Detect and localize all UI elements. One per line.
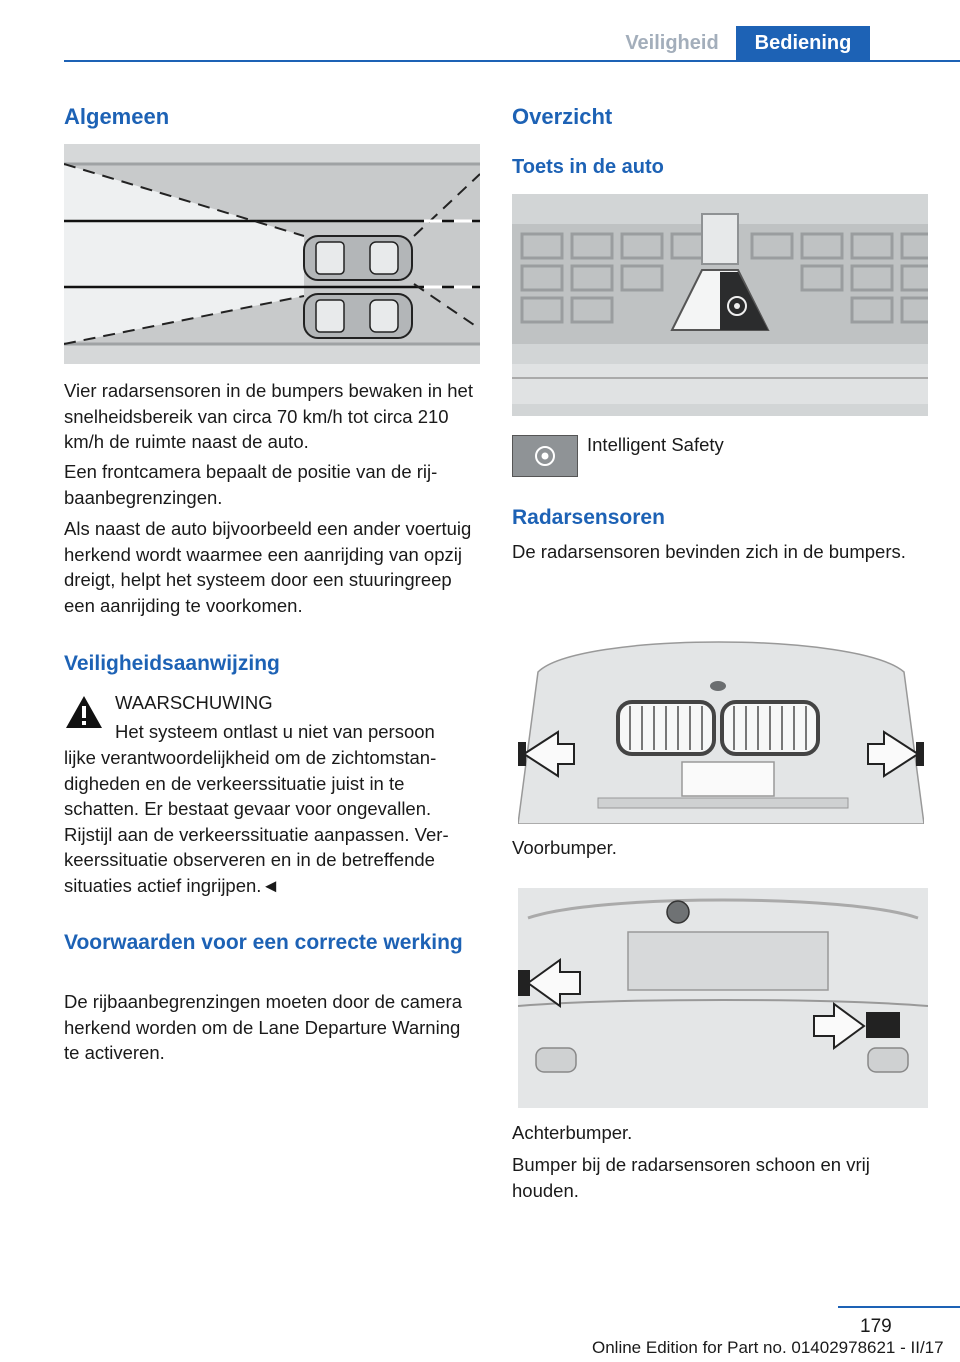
footer-rule <box>838 1306 960 1308</box>
paragraph-conditions: De rijbaanbegrenzingen moeten door de camera herkend worden om de Lane Departure Warning te activeren. <box>64 991 463 1063</box>
warning-text: lijke verantwoordelijkheid om de zichtomstandigheden en de verkeerssituatie juist in te schatten. Er bestaat gevaar voor ongevallen. Rijstijl aan de verkeerssituatie aanpassen. Verkeerssituatie observeren en in de betreffende situaties actief ingrijpen.◄ <box>64 747 449 896</box>
paragraph-keep-clean: Bumper bij de radarsensoren schoon en vrij houden. <box>512 1154 870 1201</box>
paragraph-intro: Vier radarsensoren in de bumpers bewaken in het snelheidsbereik van circa 70 km/h tot circa 210 km/h de ruimte naast de auto. <box>64 380 473 452</box>
grille-button-photo <box>512 194 928 416</box>
lane-diagram <box>64 144 480 364</box>
rear-bumper-photo <box>518 888 928 1108</box>
header-tab-bediening[interactable]: Bediening <box>736 26 870 62</box>
front-bumper-photo <box>518 602 924 824</box>
heading-toets: Toets in de auto <box>512 156 664 178</box>
warning-text-first-line: Het systeem ontlast u niet van persoon <box>115 721 435 742</box>
heading-voorwaarden: Voorwaarden voor een correcte werking <box>64 931 463 954</box>
heading-radarsensoren: Radarsensoren <box>512 506 665 529</box>
caption-rear-bumper: Achterbumper. <box>512 1122 633 1143</box>
intelligent-safety-label: Intelligent Safety <box>587 434 724 455</box>
paragraph-intervention: Als naast de auto bijvoorbeeld een ander voertuig herkend wordt waarmee een aanrijding van opzij dreigt, helpt het systeem door een stuuringreep een aanrijding te voorkomen. <box>64 518 472 616</box>
grille-graphic <box>512 194 928 416</box>
paragraph-radar-location: De radarsensoren bevinden zich in de bumpers. <box>512 541 906 562</box>
intelligent-safety-button-icon <box>512 435 578 477</box>
edition-note: Online Edition for Part no. 01402978621 - II/17 <box>592 1338 944 1357</box>
header-tab-veiligheid[interactable]: Veiligheid <box>625 32 719 54</box>
warning-title: WAARSCHUWING <box>115 692 273 713</box>
rear-bumper-graphic <box>518 888 928 1108</box>
header-rule <box>64 60 960 62</box>
front-bumper-graphic <box>518 602 924 824</box>
paragraph-camera: Een frontcamera bepaalt de positie van de rijbaanbegrenzingen. <box>64 461 438 508</box>
heading-algemeen: Algemeen <box>64 104 170 129</box>
caption-front-bumper: Voorbumper. <box>512 837 617 858</box>
lane-diagram-graphic <box>64 144 480 364</box>
heading-overzicht: Overzicht <box>512 104 613 129</box>
page-number: 179 <box>860 1316 892 1337</box>
warning-icon <box>64 694 104 730</box>
heading-veiligheidsaanwijzing: Veiligheidsaanwijzing <box>64 652 280 675</box>
